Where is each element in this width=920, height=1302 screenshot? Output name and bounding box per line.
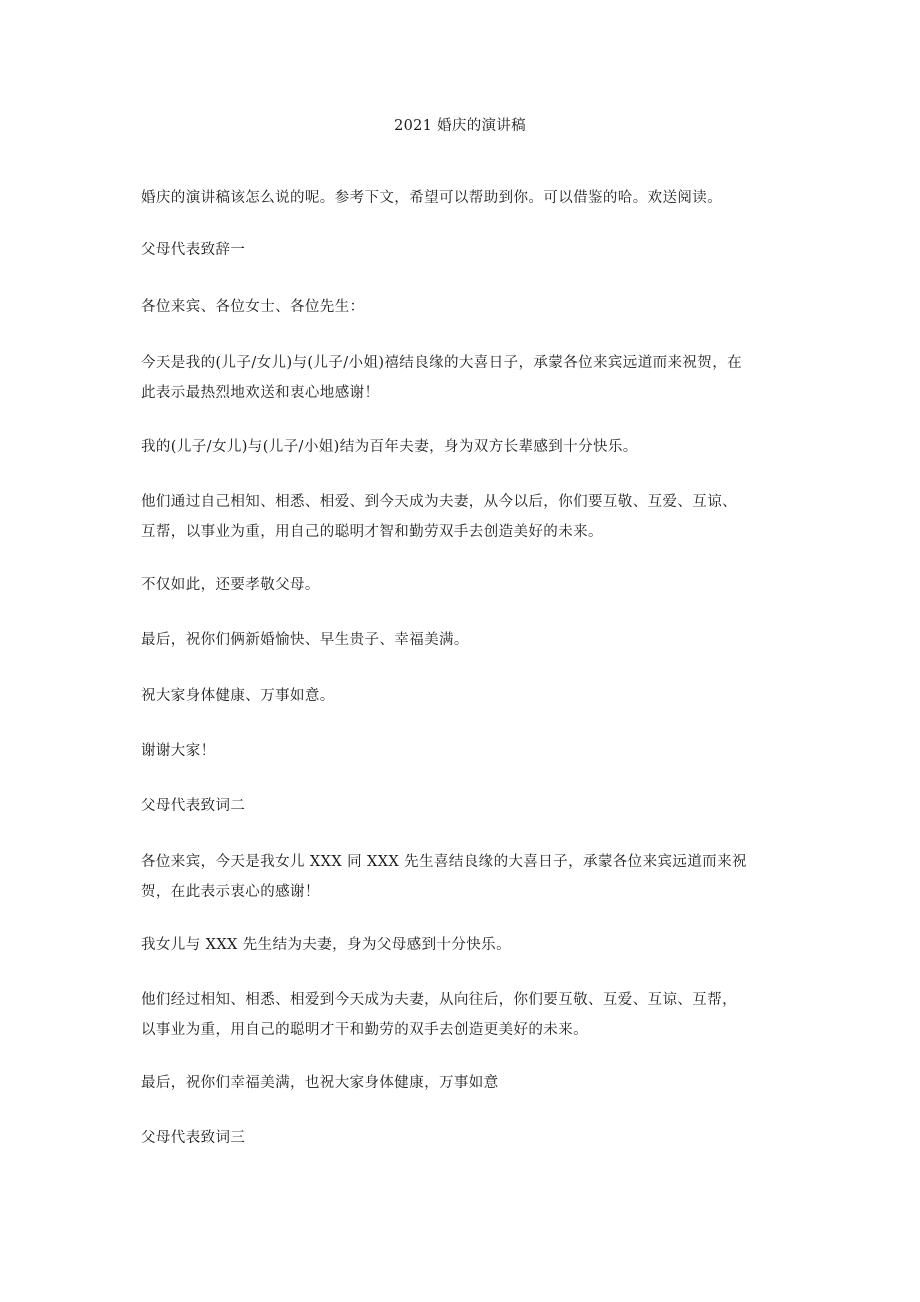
paragraph-line: 谢谢大家！ — [141, 743, 216, 759]
paragraph-line: 我的(儿子/女儿)与(儿子/小姐)结为百年夫妻，身为双方长辈感到十分快乐。 — [141, 439, 638, 455]
paragraph — [141, 985, 801, 1045]
paragraph-line: 父母代表致词三 — [141, 1130, 246, 1146]
paragraph-line: 他们经过相知、相悉、相爱到今天成为夫妻，从向往后，你们要互敬、互爱、互谅、互帮， — [141, 992, 737, 1008]
paragraph-line: 父母代表致词二 — [141, 798, 246, 814]
section-heading-3 — [141, 1123, 801, 1153]
paragraph-line: 父母代表致辞一 — [141, 242, 246, 258]
paragraph — [141, 847, 801, 907]
paragraph — [141, 625, 801, 655]
section-heading-1 — [141, 235, 801, 265]
document-title: 2021 婚庆的演讲稿 — [394, 118, 526, 134]
paragraph-line: 他们通过自己相知、相悉、相爱、到今天成为夫妻，从今以后，你们要互敬、互爱、互谅、 — [141, 494, 737, 510]
paragraph-line: 祝大家身体健康、万事如意。 — [141, 688, 335, 704]
paragraph-line: 不仅如此，还要孝敬父母。 — [141, 577, 320, 593]
paragraph-line: 贺，在此表示衷心的感谢！ — [141, 884, 320, 900]
paragraph-line: 此表示最热烈地欢送和衷心地感谢！ — [141, 385, 380, 401]
paragraph — [141, 570, 801, 600]
paragraph-line: 互帮，以事业为重，用自己的聪明才智和勤劳双手去创造美好的未来。 — [141, 524, 603, 540]
paragraph — [141, 487, 801, 547]
paragraph — [141, 736, 801, 766]
paragraph — [141, 292, 801, 322]
paragraph-line: 以事业为重，用自己的聪明才干和勤劳的双手去创造更美好的未来。 — [141, 1022, 588, 1038]
paragraph-intro — [141, 183, 801, 213]
paragraph — [141, 348, 801, 408]
paragraph — [141, 432, 801, 462]
paragraph-line: 最后，祝你们俩新婚愉快、早生贵子、幸福美满。 — [141, 632, 469, 648]
paragraph-line: 各位来宾、各位女士、各位先生： — [141, 299, 365, 315]
paragraph-line: 婚庆的演讲稿该怎么说的呢。参考下文，希望可以帮助到你。可以借鉴的哈。欢送阅读。 — [141, 190, 723, 206]
paragraph — [141, 681, 801, 711]
paragraph — [141, 930, 801, 960]
section-heading-2 — [141, 791, 801, 821]
paragraph-line: 我女儿与 XXX 先生结为夫妻，身为父母感到十分快乐。 — [141, 937, 511, 953]
paragraph-line: 今天是我的(儿子/女儿)与(儿子/小姐)禧结良缘的大喜日子，承蒙各位来宾远道而来祝贺，在 — [141, 355, 742, 371]
paragraph-line: 各位来宾，今天是我女儿 XXX 同 XXX 先生喜结良缘的大喜日子，承蒙各位来宾远道而来祝 — [141, 854, 747, 870]
paragraph — [141, 1068, 801, 1098]
paragraph-line: 最后，祝你们幸福美满，也祝大家身体健康，万事如意 — [141, 1075, 499, 1091]
